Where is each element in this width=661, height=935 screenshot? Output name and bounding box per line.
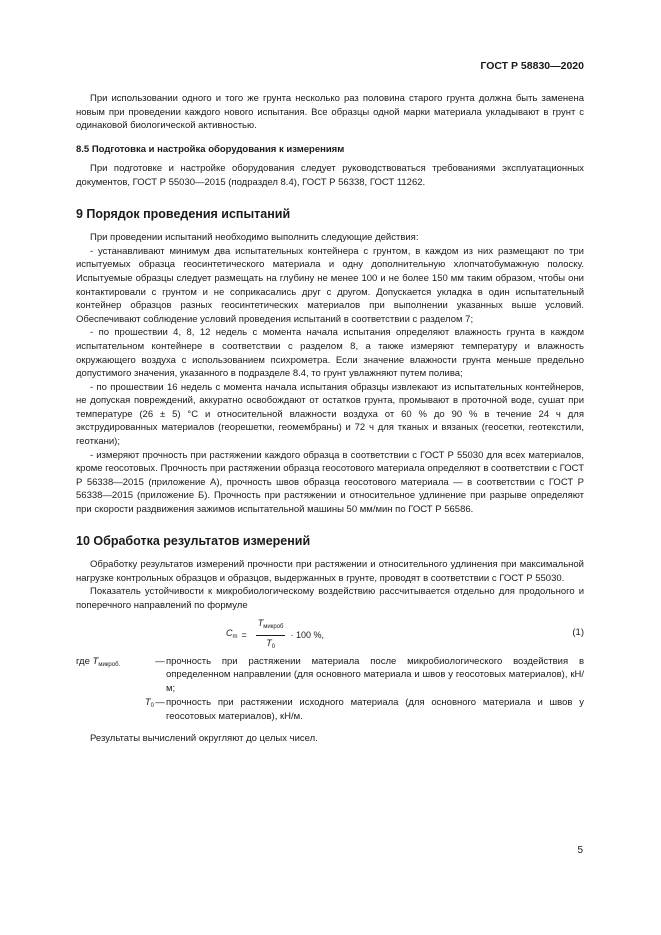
section-10-paragraph: Показатель устойчивости к микробиологическому воздействию рассчитывается отдельно для продольного и поперечного направлений по формуле <box>76 586 584 611</box>
section-9-paragraph: При проведении испытаний необходимо выполнить следующие действия: <box>90 232 419 244</box>
section-10-heading: 10 Обработка результатов измерений <box>76 533 311 548</box>
definition-symbol: где $T_{микроб.}$ <box>76 655 121 668</box>
formula-lhs: $C_m$ <box>226 627 238 640</box>
section-9-paragraph: - устанавливают минимум два испытательных контейнера с грунтом, в каждом из них размещают по три испытуемых образца геосинтетического материала и одну дополнительную хлопчатобумажную полоску. Испытуемые образцы следует размещать на глубину не менее 100 и не более 150 мм таким образом, чтобы они контактировали с грунтом и не соприкасались друг с другом. Допускается укладка в один испытательный контейнер образцов разных геосинтетических материалов при выполнении указанных выше условий. Обеспечивают соблюдение условий проведения испытаний в соответствии с разделом 7; <box>76 245 584 325</box>
section-9-paragraph: - измеряют прочность при растяжении каждого образца в соответствии с ГОСТ Р 55030 для всех материалов, кроме геосотовых. Прочность при растяжении образца геосотового материала определяют в соответствии с ГОСТ Р 56338—2015 (приложение А), прочность швов образца геосотового материала — в соответствии с ГОСТ Р 56338—2015 (приложение Б). Прочность при растяжении и относительное удлинение при разрыве определяют при скорости раздвижения зажимов испытательной машины 50 мм/мин по ГОСТ Р 56586. <box>76 449 584 516</box>
formula-fraction <box>256 617 286 655</box>
formula-denominator: $T_0$ <box>266 638 276 651</box>
formula-equals: = <box>241 629 247 640</box>
page-number: 5 <box>577 845 583 856</box>
page-content <box>76 92 584 745</box>
section-10-paragraph: Обработку результатов измерений прочности при растяжении и относительного удлинения при максимальной нагрузке контрольных образцов и образцов, выдержанных в грунте, проводят в соответствии с ГОСТ Р 55030. <box>76 559 584 584</box>
formula-block <box>76 615 584 649</box>
formula-tail: · 100 %, <box>290 629 325 640</box>
definition-text: прочность при растяжении материала после микробиологического воздействия в определенном направлении (для основного материала и швов у геосотовых материалов), кН/м; <box>166 655 584 694</box>
document-code: ГОСТ Р 58830—2020 <box>480 60 584 72</box>
definition-text: прочность при растяжении исходного материала (для основного материала и швов у геосотовых материалов), кН/м. <box>166 697 584 722</box>
closing-paragraph: Результаты вычислений округляют до целых чисел. <box>90 732 318 744</box>
formula-numerator: $T_{микроб}$ <box>256 617 286 637</box>
subsection-8-5-heading: 8.5 Подготовка и настройка оборудования к измерениям <box>76 143 345 155</box>
section-9-heading: 9 Порядок проведения испытаний <box>76 206 291 221</box>
definition-row <box>76 655 584 696</box>
definition-dash: — <box>155 655 165 667</box>
equation-number: (1) <box>572 626 584 638</box>
section-9-paragraph: - по прошествии 16 недель с момента начала испытания образцы извлекают из испытательных контейнеров, не допуская повреждений, аккуратно освобождают от остатков грунта, промывают в проточной воде, сушат при температуре (26 ± 5) °C и относительной влажности воздуха от 60 % до 90 % в течение 24 ч для экструдированных материалов (георешетки, геомембраны) и 72 ч для тканых и вязаных (геосетки, геотекстили, геоткани); <box>76 381 584 448</box>
formula <box>226 617 324 655</box>
subsection-8-5-text: При подготовке и настройке оборудования следует руководствоваться требованиями эксплуатационных документов, ГОСТ Р 55030—2015 (подраздел 8.4), ГОСТ Р 56338, ГОСТ 11262. <box>76 163 584 188</box>
definition-symbol: $T_0$ <box>144 697 154 710</box>
section-9-paragraph: - по прошествии 4, 8, 12 недель с момента начала испытания определяют влажность грунта в каждом испытательном контейнере в соответствии с разделом 8, а также измеряют температуру и влажность окружающего воздуха с использованием психрометра. Если значение влажности грунта меньше предельно допустимого значения, указанного в подразделе 8.4, то грунт увлажняют путем полива; <box>76 327 584 380</box>
definition-row <box>76 696 584 723</box>
definition-dash: — <box>155 697 165 709</box>
intro-paragraph: При использовании одного и того же грунта несколько раз половина старого грунта должна быть заменена новым при проведении каждого нового испытания. Все образцы одной марки материала укладывают в грунт с одинаковой биологической активностью. <box>76 93 584 132</box>
